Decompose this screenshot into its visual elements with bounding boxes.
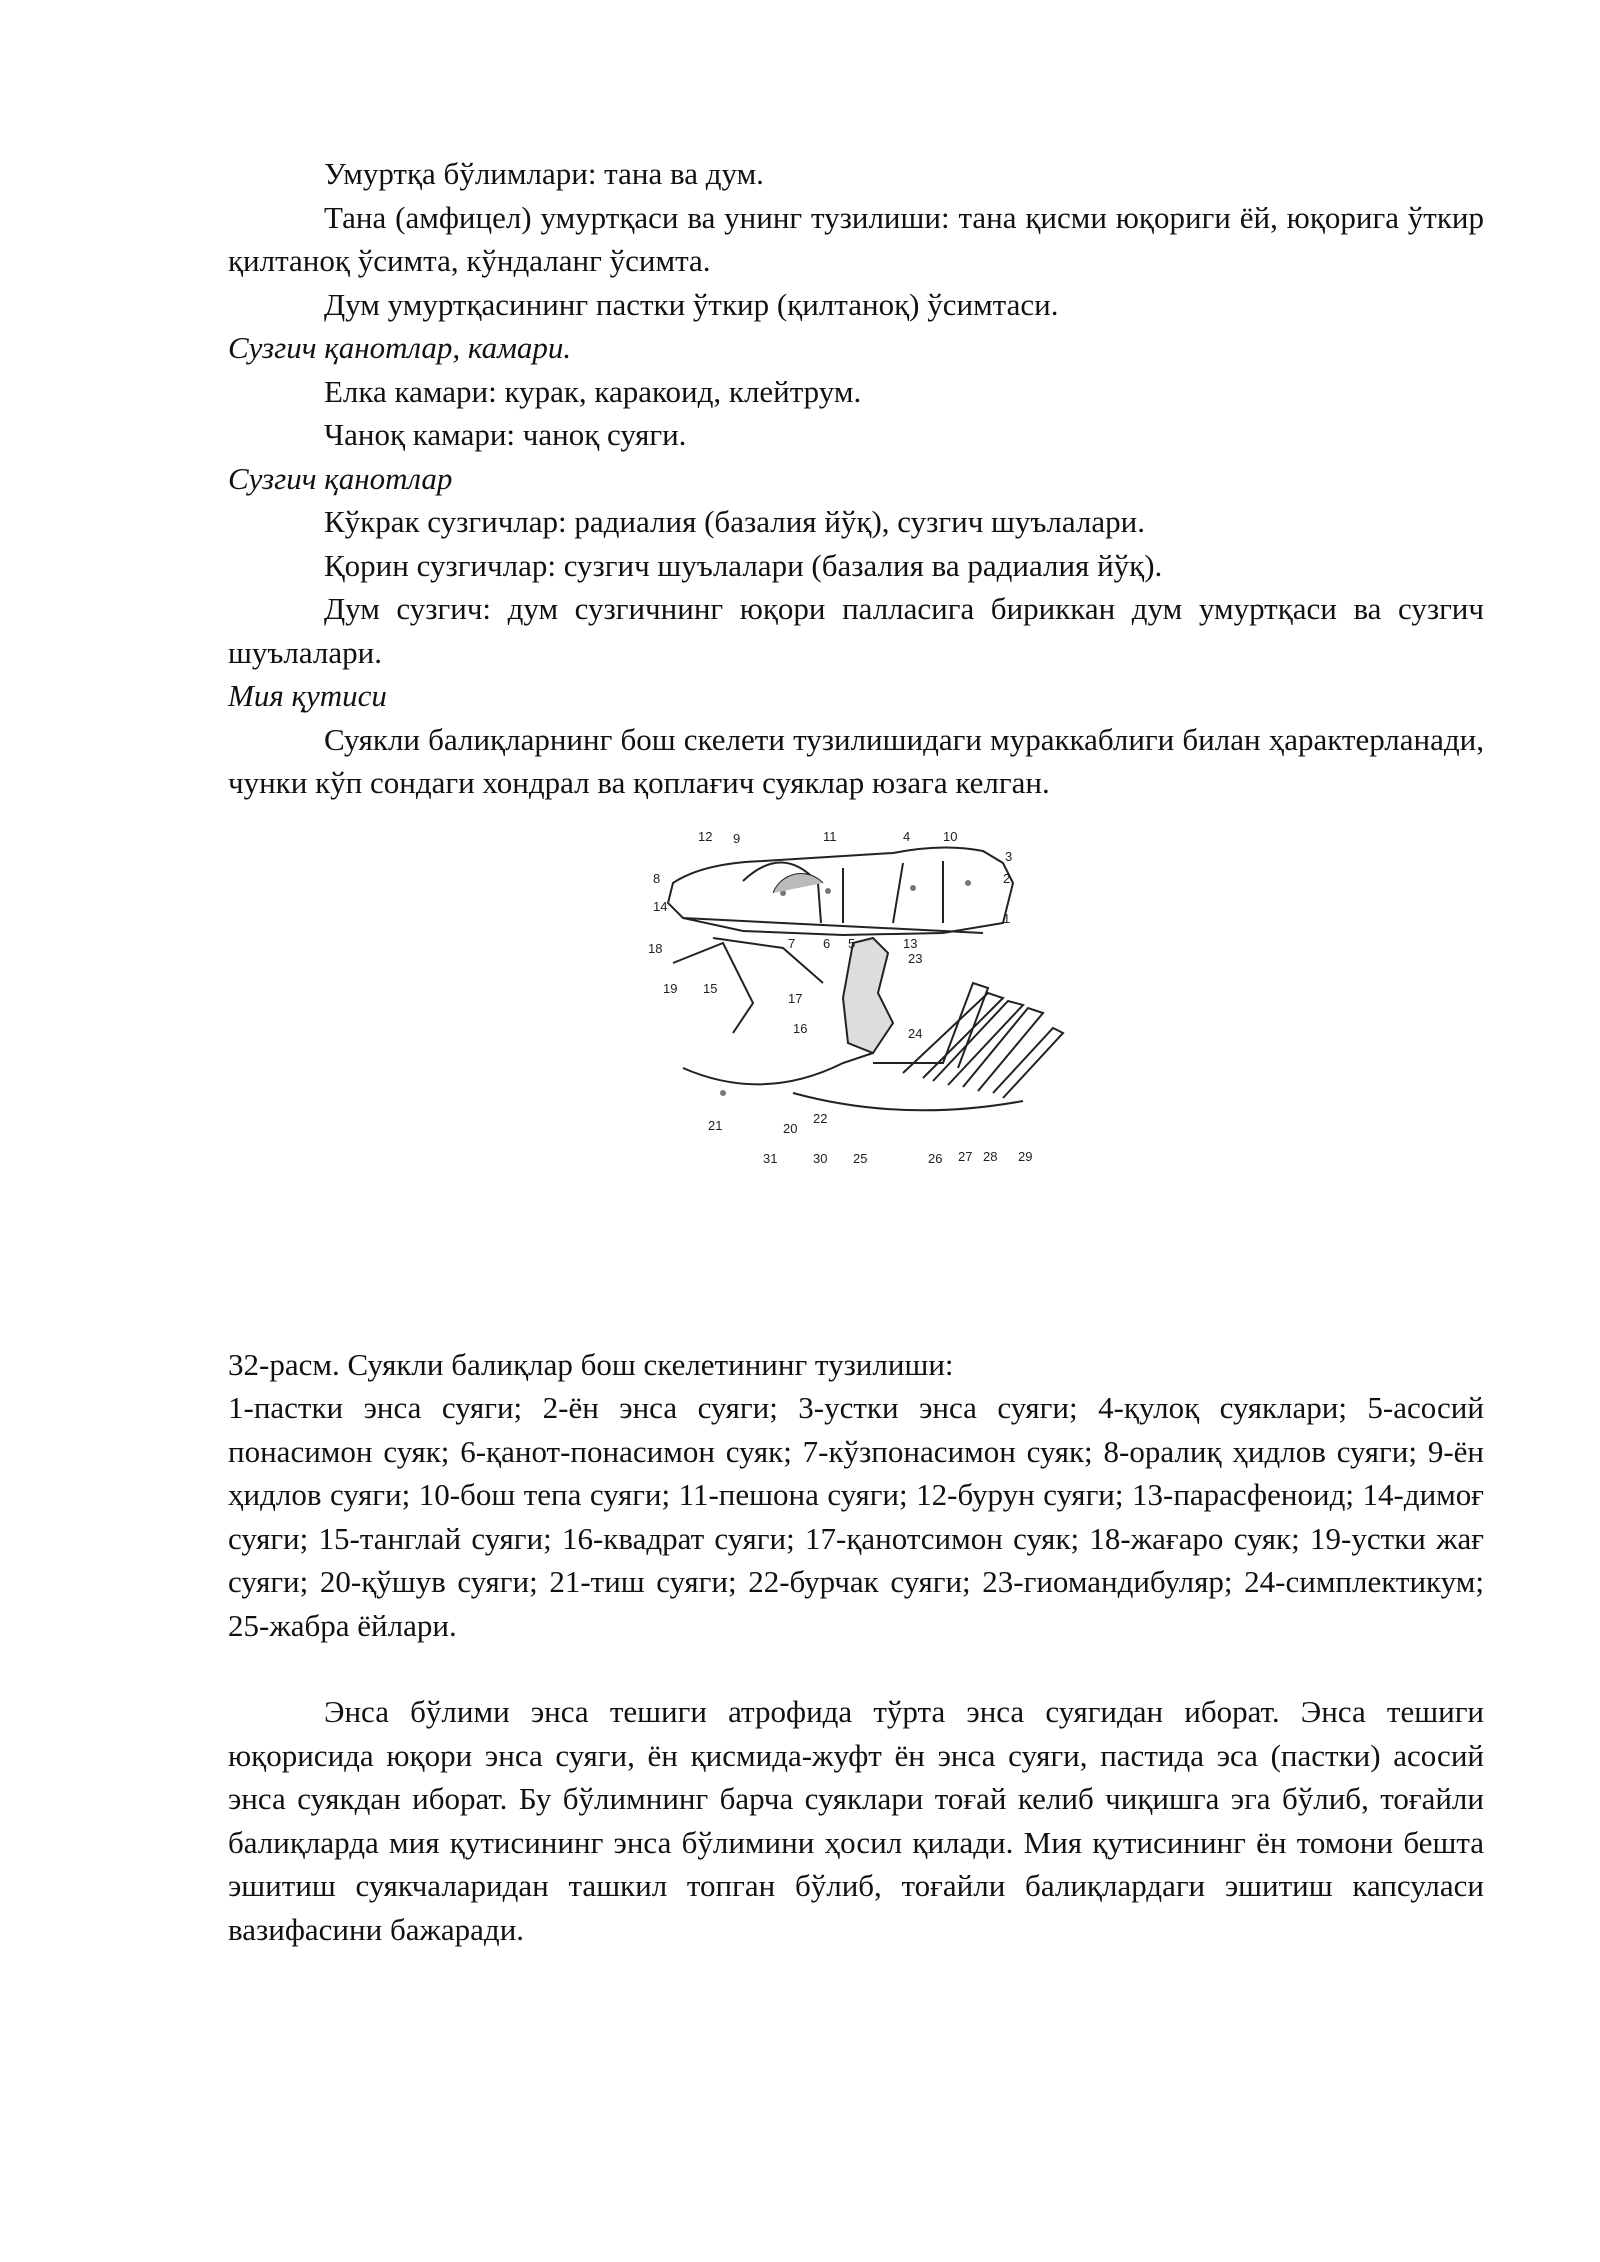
label-5: 5 (848, 935, 856, 951)
label-3: 3 (1005, 848, 1013, 864)
label-17: 17 (788, 990, 803, 1006)
label-4: 4 (903, 828, 911, 844)
label-20: 20 (783, 1120, 798, 1136)
paragraph-skull-complexity: Суякли балиқларнинг бош скелети тузилишидаги мураккаблиги билан ҳарактерланади, чунки кўп сондаги хондрал ва қоплағич суяклар юзага келган. (228, 721, 1484, 800)
label-15: 15 (703, 980, 718, 996)
label-13: 13 (903, 935, 918, 951)
paragraph-trunk-vertebra: Тана (амфицел) умуртқаси ва унинг тузилиши: тана қисми юқориги ёй, юқорига ўткир қилтаноқ ўсимта, кўндаланг ўсимта. (228, 199, 1484, 278)
label-21: 21 (708, 1117, 723, 1133)
label-9: 9 (733, 830, 741, 846)
label-27: 27 (958, 1148, 973, 1164)
label-10: 10 (943, 828, 958, 844)
label-2: 2 (1003, 870, 1011, 886)
spacer (228, 1647, 1484, 1690)
label-19: 19 (663, 980, 678, 996)
label-12: 12 (698, 828, 713, 844)
fish-skull-illustration (643, 823, 1103, 1203)
label-6: 6 (823, 935, 831, 951)
label-30: 30 (813, 1150, 828, 1166)
heading-fin-girdles: Сузгич қанотлар, камари. (228, 330, 572, 365)
label-14: 14 (653, 898, 668, 914)
label-24: 24 (908, 1025, 923, 1041)
label-25: 25 (853, 1150, 868, 1166)
label-31: 31 (763, 1150, 778, 1166)
label-16: 16 (793, 1020, 808, 1036)
skull-figure (228, 823, 1484, 1343)
label-28: 28 (983, 1148, 998, 1164)
figure-caption-title: 32-расм. Суякли балиқлар бош скелетининг тузилиши: (228, 1346, 954, 1382)
document-page (228, 152, 1484, 1951)
heading-fins: Сузгич қанотлар (228, 460, 453, 496)
paragraph-tail-vertebra: Дум умуртқасининг пастки ўткир (қилтаноқ) ўсимтаси. (324, 286, 1059, 322)
paragraph-occipital-section: Энса бўлими энса тешиги атрофида тўрта энса суягидан иборат. Энса тешиги юқорисида юқори энса суяги, ён қисмида-жуфт ён энса суяги, пастида эса (пастки) асосий энса суякдан иборат. Бу бўлимнинг барча суяклари тоғай келиб чиқишга эга бўлиб, тоғайли балиқларда мия қутисининг энса бўлимини ҳосил қилади. Мия қутисининг ён томони бешта эшитиш суякчаларидан ташкил топган бўлиб, тоғайли балиқлардаги эшитиш капсуласи вазифасини бажаради. (228, 1694, 1484, 1947)
label-29: 29 (1018, 1148, 1033, 1164)
paragraph-pelvic-girdle: Чаноқ камари: чаноқ суяги. (324, 417, 687, 452)
label-8: 8 (653, 870, 661, 886)
paragraph-ventral-fins: Қорин сузгичлар: сузгич шуълалари (базалия ва радиалия йўқ). (324, 547, 1163, 583)
label-11: 11 (823, 828, 837, 844)
label-26: 26 (928, 1150, 943, 1166)
figure-caption-legend: 1-пастки энса суяги; 2-ён энса суяги; 3-устки энса суяги; 4-қулоқ суяклари; 5-асосий понасимон суяк; 6-қанот-понасимон суяк; 7-кўзпонасимон суяк; 8-оралиқ ҳидлов суяги; 9-ён ҳидлов суяги; 10-бош тепа суяги; 11-пешона суяги; 12-бурун суяги; 13-парасфеноид; 14-димоғ суяги; 15-танглай суяги; 16-квадрат суяги; 17-қанотсимон суяк; 18-жағаро суяк; 19-устки жағ суяги; 20-қўшув суяги; 21-тиш суяги; 22-бурчак суяги; 23-гиомандибуляр; 24-симплектикум; 25-жабра ёйлари. (228, 1390, 1484, 1643)
label-18: 18 (648, 940, 663, 956)
paragraph-tail-fin: Дум сузгич: дум сузгичнинг юқори палласига бириккан дум умуртқаси ва сузгич шуълалари. (228, 591, 1484, 670)
label-23: 23 (908, 950, 923, 966)
label-22: 22 (813, 1110, 828, 1126)
label-1: 1 (1003, 910, 1011, 926)
paragraph-pectoral-fins: Кўкрак сузгичлар: радиалия (базалия йўқ), сузгич шуълалари. (324, 504, 1146, 539)
paragraph-shoulder-girdle: Елка камари: курак, каракоид, клейтрум. (324, 373, 862, 409)
heading-braincase: Мия қутиси (228, 678, 387, 713)
paragraph-vertebra-sections: Умуртқа бўлимлари: тана ва дум. (324, 156, 764, 191)
label-7: 7 (788, 935, 796, 951)
